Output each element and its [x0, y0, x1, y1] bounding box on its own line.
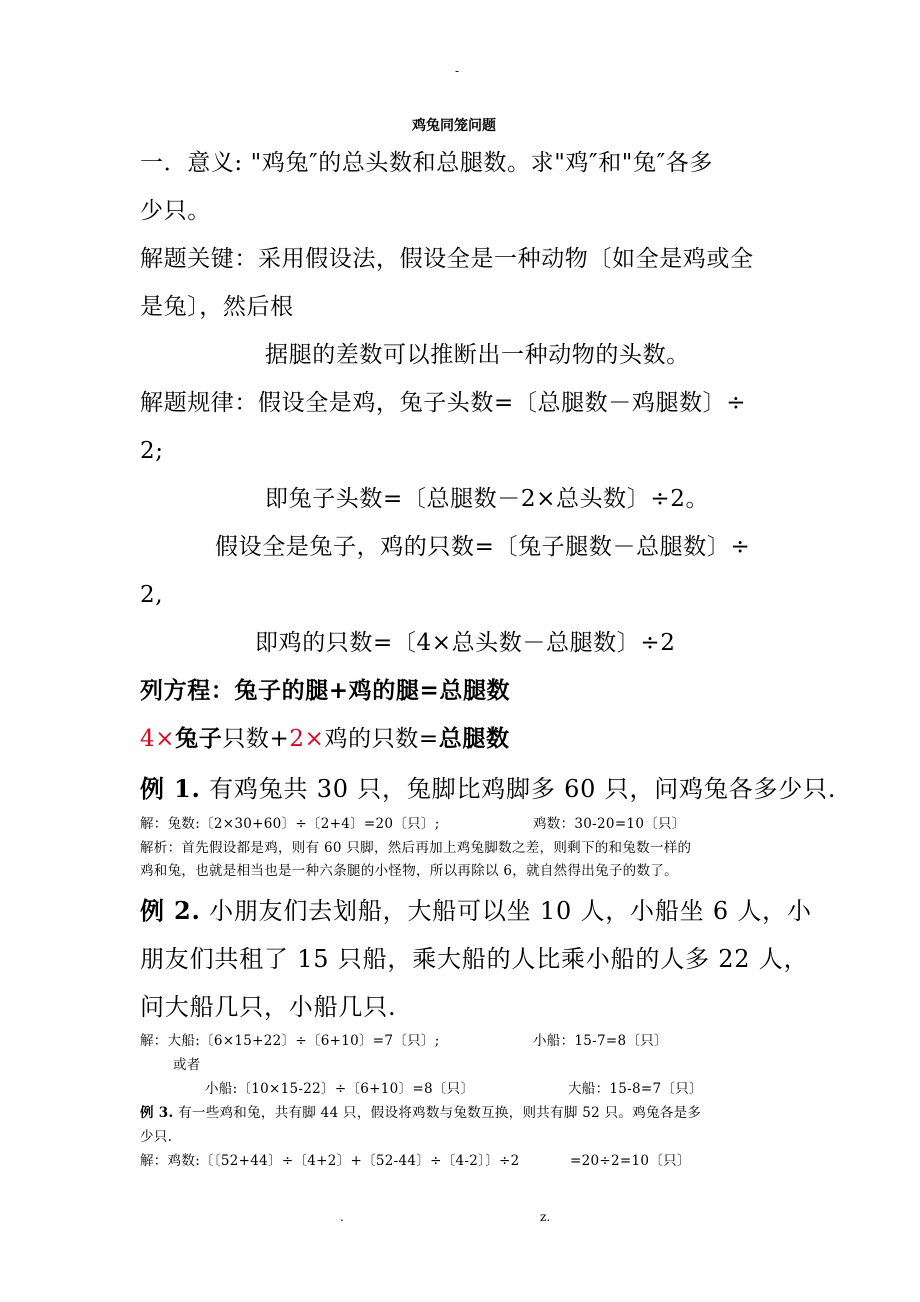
- example-2-line-2: 朋友们共租了 15 只船，乘大船的人比乘小船的人多 22 人，: [140, 945, 809, 973]
- example-2-alt-small: 小船:〔10×15-22〕÷〔6+10〕=8〔只〕: [205, 1081, 475, 1097]
- rule-line-2: 2;: [140, 438, 164, 464]
- example-3-solution-a: 解：鸡数:〔〔52+44〕÷〔4+2〕+〔52-44〕÷〔4-2〕〕÷2: [140, 1153, 520, 1169]
- example-1-solution-rabbit: 解：兔数:〔2×30+60〕÷〔2+4〕=20〔只〕;: [140, 816, 440, 832]
- example-1-question: [140, 774, 836, 804]
- rule-line-1: 解题规律：假设全是鸡，兔子头数=〔总腿数－鸡腿数〕÷: [140, 390, 747, 416]
- meaning-line-1: 一．意义: "鸡兔″的总头数和总腿数。求"鸡″和"兔″各多: [140, 150, 713, 176]
- example-2-line-3: 问大船几只，小船几只.: [140, 993, 397, 1021]
- equation-line-2: [140, 724, 510, 754]
- rule-line-3: 即兔子头数=〔总腿数－2×总头数〕÷2。: [265, 486, 710, 512]
- example-2-alt-big: 大船：15-8=7〔只〕: [568, 1081, 703, 1097]
- example-3-line-2: 少只.: [140, 1129, 173, 1145]
- example-2-text-1: 小朋友们去划船，大船可以坐 10 人，小船坐 6 人，小: [209, 897, 812, 925]
- example-2-solution-big: 解：大船:〔6×15+22〕÷〔6+10〕=7〔只〕;: [140, 1033, 440, 1049]
- example-2-label: 例 2.: [140, 896, 201, 925]
- example-1-analysis-1: 解析：首先假设都是鸡，则有 60 只脚，然后再加上鸡兔脚数之差，则剩下的和兔数一样的: [140, 840, 692, 856]
- equation-coef-4: 4×: [140, 726, 176, 752]
- example-2-solution-small: 小船：15-7=8〔只〕: [533, 1033, 668, 1049]
- example-2-line-1: [140, 896, 812, 926]
- example-2-or: 或者: [173, 1057, 201, 1073]
- rule-line-5: 2,: [140, 582, 164, 608]
- rule-line-4: 假设全是兔子，鸡的只数=〔兔子腿数－总腿数〕÷: [215, 534, 751, 560]
- example-1-solution-chicken: 鸡数：30-20=10〔只〕: [533, 816, 686, 832]
- page-title: 鸡兔同笼问题: [412, 118, 496, 134]
- example-3-label: 例 3.: [140, 1105, 174, 1121]
- example-3-line-1: [140, 1104, 701, 1122]
- equation-line-1: 列方程：兔子的腿+鸡的腿=总腿数: [140, 677, 511, 704]
- example-1-analysis-2: 鸡和兔，也就是相当也是一种六条腿的小怪物，所以再除以 6，就自然得出兔子的数了。: [140, 863, 678, 879]
- example-1-text: 有鸡兔共 30 只，兔脚比鸡脚多 60 只，问鸡兔各多少只.: [209, 775, 837, 803]
- example-1-label: 例 1.: [140, 774, 201, 803]
- example-3-solution-b: =20÷2=10〔只〕: [570, 1153, 691, 1169]
- equation-coef-2: 2×: [289, 726, 325, 752]
- meaning-line-2: 少只。: [140, 198, 211, 224]
- key-line-2: 是兔〕，然后根: [140, 294, 294, 320]
- key-line-1: 解题关键：采用假设法，假设全是一种动物〔如全是鸡或全: [140, 246, 754, 272]
- equation-total-legs: 总腿数: [438, 725, 510, 752]
- example-3-text-1: 有一些鸡和兔，共有脚 44 只，假设将鸡数与兔数互换，则共有脚 52 只。鸡兔各是多: [178, 1105, 702, 1121]
- footer-left: .: [340, 1210, 344, 1224]
- rule-line-6: 即鸡的只数=〔4×总头数－总腿数〕÷2: [255, 630, 676, 656]
- equation-chicken-count: 鸡的只数=: [324, 726, 439, 752]
- key-line-3: 据腿的差数可以推断出一种动物的头数。: [265, 342, 690, 368]
- equation-count-plus: 只数+: [222, 726, 290, 752]
- equation-rabbit: 兔子: [175, 725, 223, 752]
- footer-right: z.: [540, 1210, 551, 1224]
- header-mark: -: [455, 64, 460, 78]
